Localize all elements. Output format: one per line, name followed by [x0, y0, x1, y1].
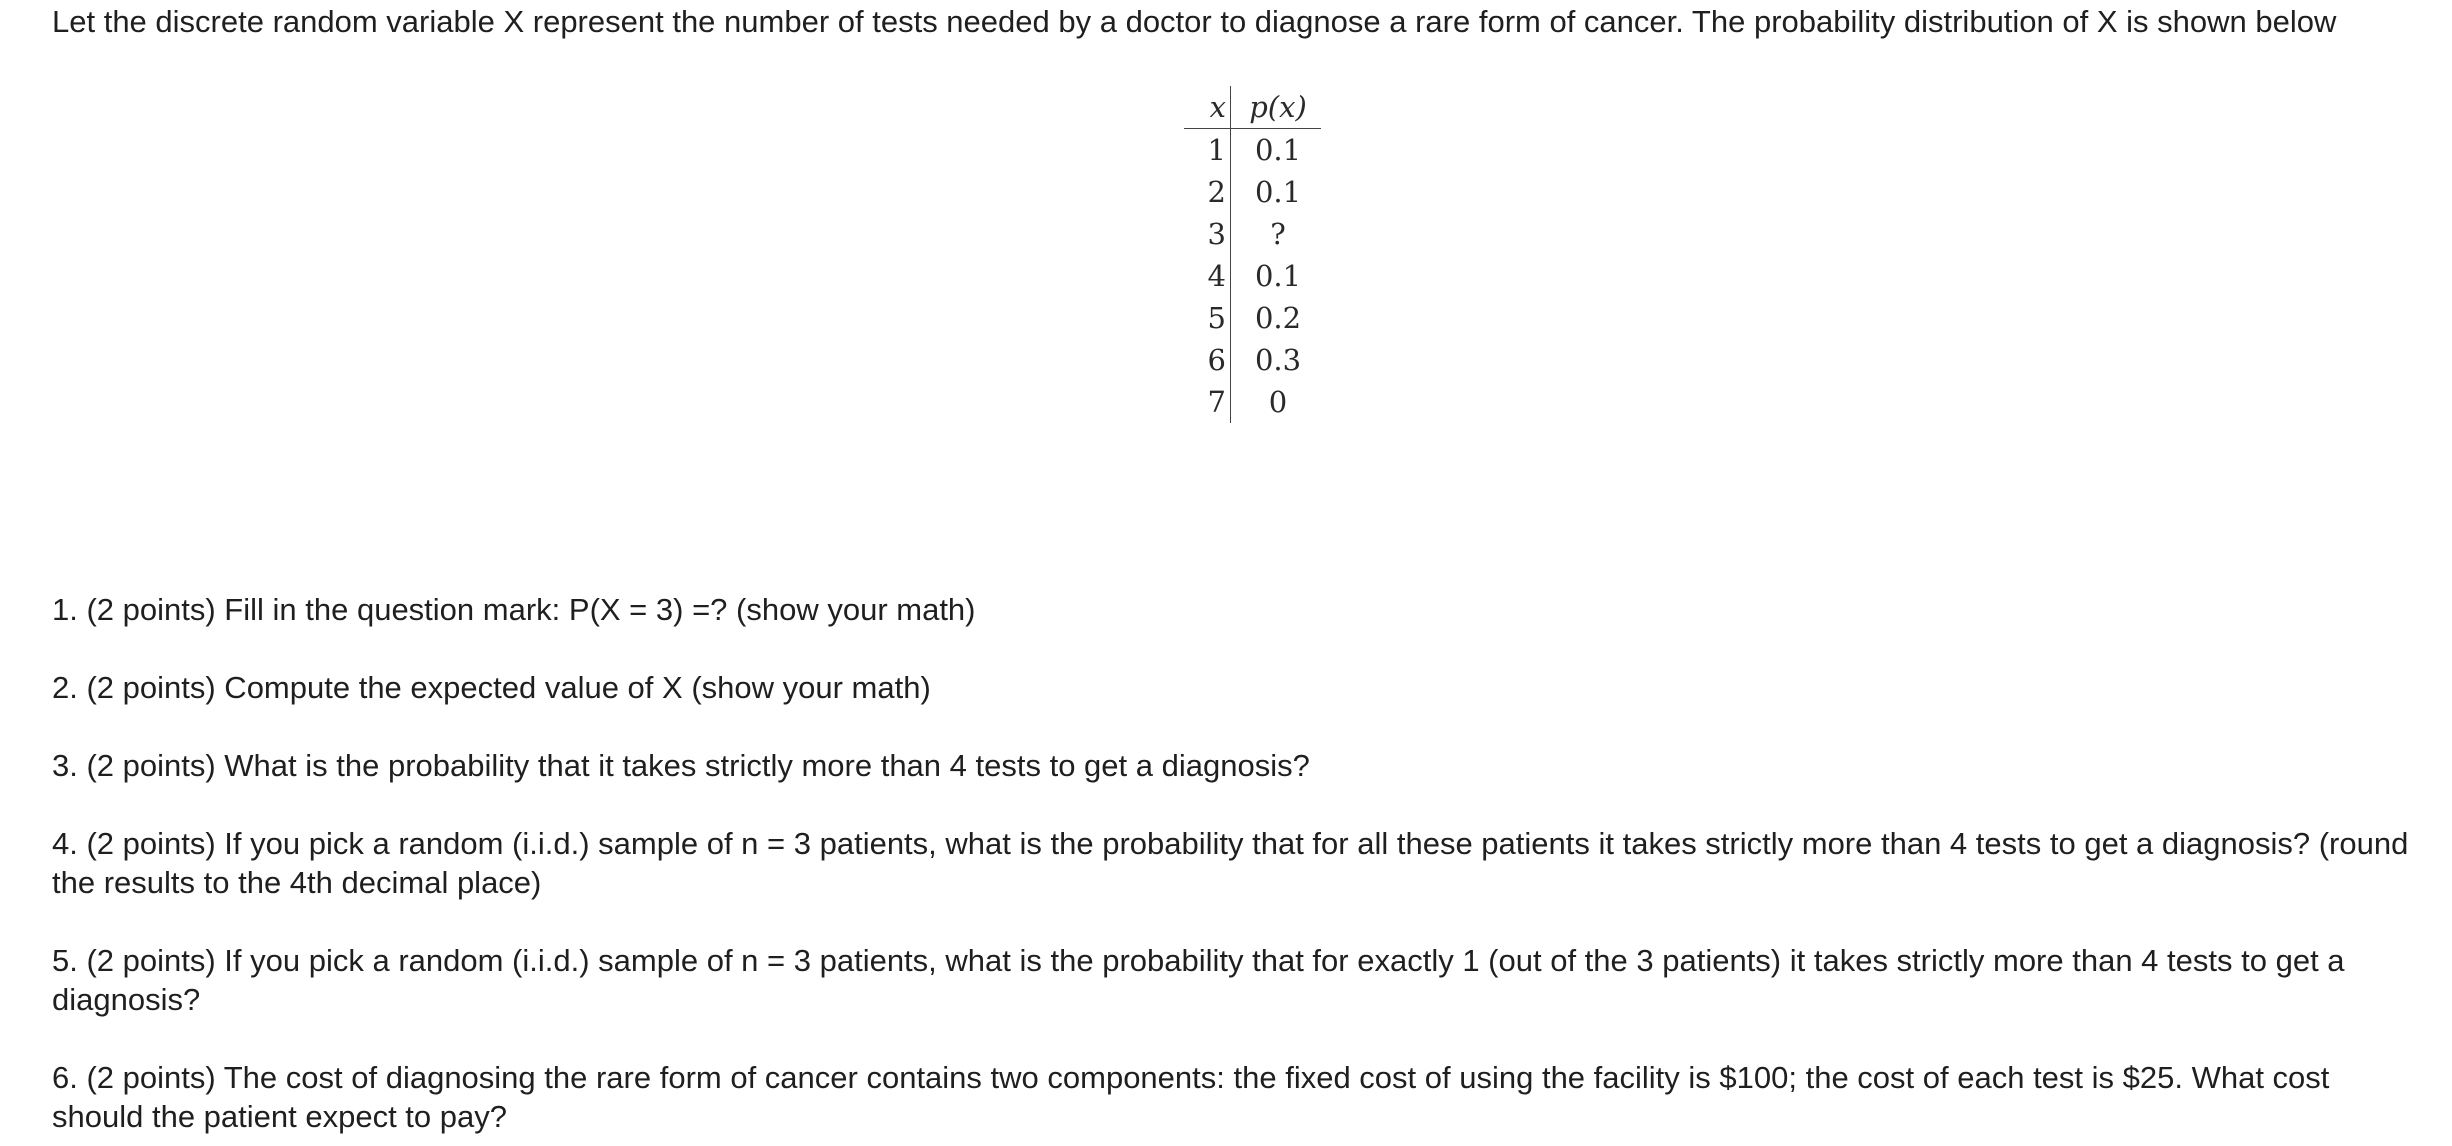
table-cell-p: 0.1: [1254, 259, 1302, 293]
question-3: 3. (2 points) What is the probability that it takes strictly more than 4 tests to get a diagnosis?: [52, 748, 1310, 783]
table-row: [1184, 255, 1321, 297]
table-cell-p: 0.2: [1254, 301, 1302, 335]
question-1: 1. (2 points) Fill in the question mark: P(X = 3) =? (show your math): [52, 592, 976, 627]
question-4: 4. (2 points) If you pick a random (i.i.d.) sample of n = 3 patients, what is the probability that for all these patients it takes strictly more than 4 tests to get a diagnosis? (round the results to the 4th decimal place): [52, 826, 2409, 900]
question-2: 2. (2 points) Compute the expected value of X (show your math): [52, 670, 931, 705]
table-cell-x: 3: [1184, 213, 1231, 255]
table-cell-p: ?: [1270, 217, 1286, 251]
table-row: [1184, 129, 1321, 172]
question-6: 6. (2 points) The cost of diagnosing the rare form of cancer contains two components: the fixed cost of using the facility is $100; the cost of each test is $25. What cost should the patient expect to pay?: [52, 1060, 2330, 1134]
header-p: p(x): [1231, 86, 1322, 129]
table-cell-x: 1: [1184, 129, 1231, 172]
table-cell-x: 7: [1184, 381, 1231, 423]
question-5: 5. (2 points) If you pick a random (i.i.d.) sample of n = 3 patients, what is the probability that for exactly 1 (out of the 3 patients) it takes strictly more than 4 tests to get a diagnosis?: [52, 943, 2345, 1017]
table-row: [1184, 381, 1321, 423]
table-cell-x: 6: [1184, 339, 1231, 381]
header-x: x: [1184, 86, 1231, 129]
table-row: [1184, 213, 1321, 255]
table-cell-p: 0: [1268, 385, 1288, 419]
table-header-row: [1184, 86, 1321, 129]
table-row: [1184, 297, 1321, 339]
table-cell-p: 0.1: [1254, 175, 1302, 209]
table-cell-x: 4: [1184, 255, 1231, 297]
table-row: [1184, 171, 1321, 213]
probability-distribution-table: [1184, 86, 1321, 423]
table-cell-x: 2: [1184, 171, 1231, 213]
table-row: [1184, 339, 1321, 381]
table-cell-p: 0.1: [1254, 133, 1302, 167]
table-cell-p: 0.3: [1254, 343, 1302, 377]
table-cell-x: 5: [1184, 297, 1231, 339]
problem-intro: Let the discrete random variable X represent the number of tests needed by a doctor to diagnose a rare form of cancer. The probability distribution of X is shown below: [52, 4, 2337, 39]
